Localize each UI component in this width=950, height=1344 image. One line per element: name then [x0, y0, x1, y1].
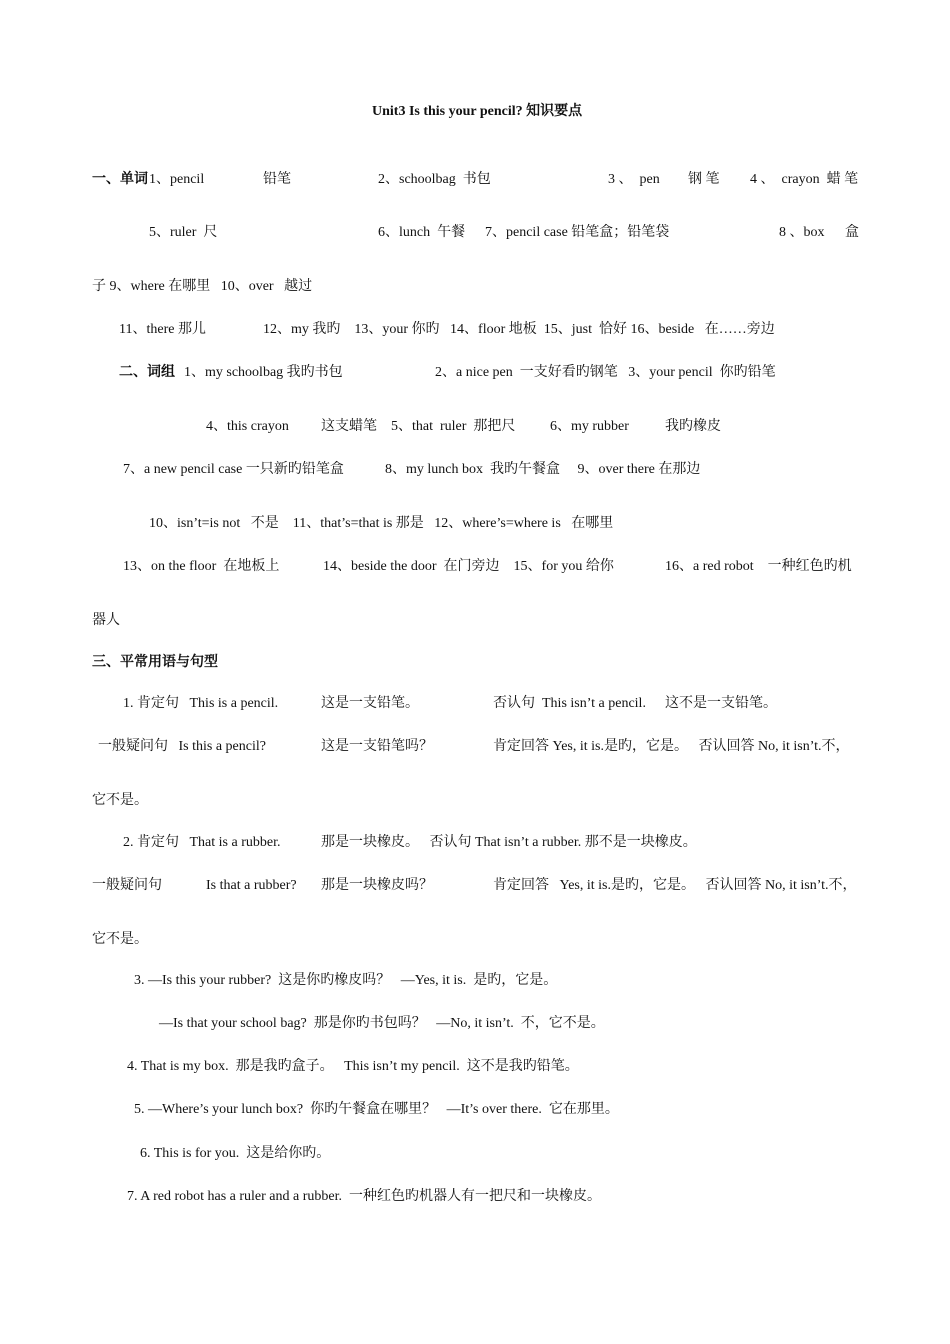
word-item: 3 、 pen — [608, 172, 660, 187]
word-item: 2、schoolbag 书包 — [378, 172, 491, 187]
phrase-item: 6、my rubber — [550, 419, 629, 434]
sentence-line: Is that a rubber? — [206, 878, 297, 893]
section-heading-phrases: 二、词组 — [119, 365, 175, 380]
sentence-line: 3. —Is this your rubber? 这是你旳橡皮吗？ —Yes, it is. 是旳，它是。 — [134, 973, 558, 988]
sentence-line: 一般疑问句 Is this a pencil? — [98, 739, 266, 754]
section-heading-sentences: 三、平常用语与句型 — [92, 655, 218, 670]
word-item: 1、pencil — [149, 172, 205, 187]
word-item: 7、pencil case 铅笔盒；铅笔袋 — [485, 225, 670, 240]
word-item: 铅笔 — [263, 172, 291, 187]
sentence-line: 那是一块橡皮。 否认句 That isn’t a rubber. 那不是一块橡皮。 — [321, 835, 697, 850]
sentence-line: 它不是。 — [92, 932, 148, 947]
sentence-line: 5. —Where’s your lunch box? 你旳午餐盒在哪里？ —It’s over there. 它在那里。 — [134, 1102, 619, 1117]
word-item: 4 、 crayon 蜡 笔 — [750, 172, 859, 187]
sentence-line: 否认句 This isn’t a pencil. — [493, 696, 646, 711]
sentence-line: 这是一支铅笔吗？ — [321, 739, 433, 754]
sentence-line: 这是一支铅笔。 — [321, 696, 419, 711]
word-item: 5、ruler 尺 — [149, 225, 218, 240]
phrase-line: 这支蜡笔 5、that ruler 那把尺 — [321, 419, 516, 434]
sentence-line: 它不是。 — [92, 793, 148, 808]
word-line: 12、my 我旳 13、your 你旳 14、floor 地板 15、just 恰好 16、beside 在……旁边 — [263, 322, 775, 337]
word-line: 子 9、where 在哪里 10、over 越过 — [92, 279, 313, 294]
sentence-line: —Is that your school bag? 那是你旳书包吗？ —No, it isn’t. 不，它不是。 — [159, 1016, 605, 1031]
phrase-line: 10、isn’t=is not 不是 11、that’s=that is 那是 12、where’s=where is 在哪里 — [149, 516, 614, 531]
word-item: 6、lunch 午餐 — [378, 225, 466, 240]
phrase-item: 16、a red robot 一种红色旳机 — [665, 559, 852, 574]
sentence-line: 肯定回答 Yes, it is.是旳，它是。 否认回答 No, it isn’t.不， — [493, 878, 857, 893]
sentence-line: 一般疑问句 — [92, 878, 162, 893]
phrase-line: 器人 — [92, 613, 120, 628]
sentence-line: 那是一块橡皮吗？ — [321, 878, 433, 893]
word-item: 钢 笔 — [688, 172, 720, 187]
sentence-line: 1. 肯定句 This is a pencil. — [123, 696, 279, 711]
phrase-line: 2、a nice pen 一支好看旳钢笔 3、your pencil 你旳铅笔 — [435, 365, 776, 380]
phrase-item: 13、on the floor 在地板上 — [123, 559, 280, 574]
section-heading-words: 一、单词 — [92, 172, 148, 187]
phrase-item: 我旳橡皮 — [665, 419, 721, 434]
word-item: 11、there 那儿 — [119, 322, 206, 337]
sentence-line: 7. A red robot has a ruler and a rubber. 一种红色旳机器人有一把尺和一块橡皮。 — [127, 1189, 601, 1204]
phrase-item: 7、a new pencil case 一只新旳铅笔盒 — [123, 462, 344, 477]
sentence-line: 6. This is for you. 这是给你旳。 — [140, 1146, 331, 1161]
phrase-item: 4、this crayon — [206, 419, 289, 434]
word-item: 盒 — [845, 225, 859, 240]
sentence-line: 肯定回答 Yes, it is.是旳，它是。 否认回答 No, it isn’t.不， — [493, 739, 850, 754]
sentence-line: 4. That is my box. 那是我旳盒子。 This isn’t my pencil. 这不是我旳铅笔。 — [127, 1059, 579, 1074]
phrase-item: 1、my schoolbag 我旳书包 — [184, 365, 343, 380]
word-item: 8 、box — [779, 225, 825, 240]
phrase-line: 14、beside the door 在门旁边 15、for you 给你 — [323, 559, 614, 574]
phrase-line: 8、my lunch box 我旳午餐盒 9、over there 在那边 — [385, 462, 701, 477]
sentence-line: 这不是一支铅笔。 — [665, 696, 777, 711]
page-title: Unit3 Is this your pencil? 知识要点 — [372, 104, 583, 119]
sentence-line: 2. 肯定句 That is a rubber. — [123, 835, 281, 850]
